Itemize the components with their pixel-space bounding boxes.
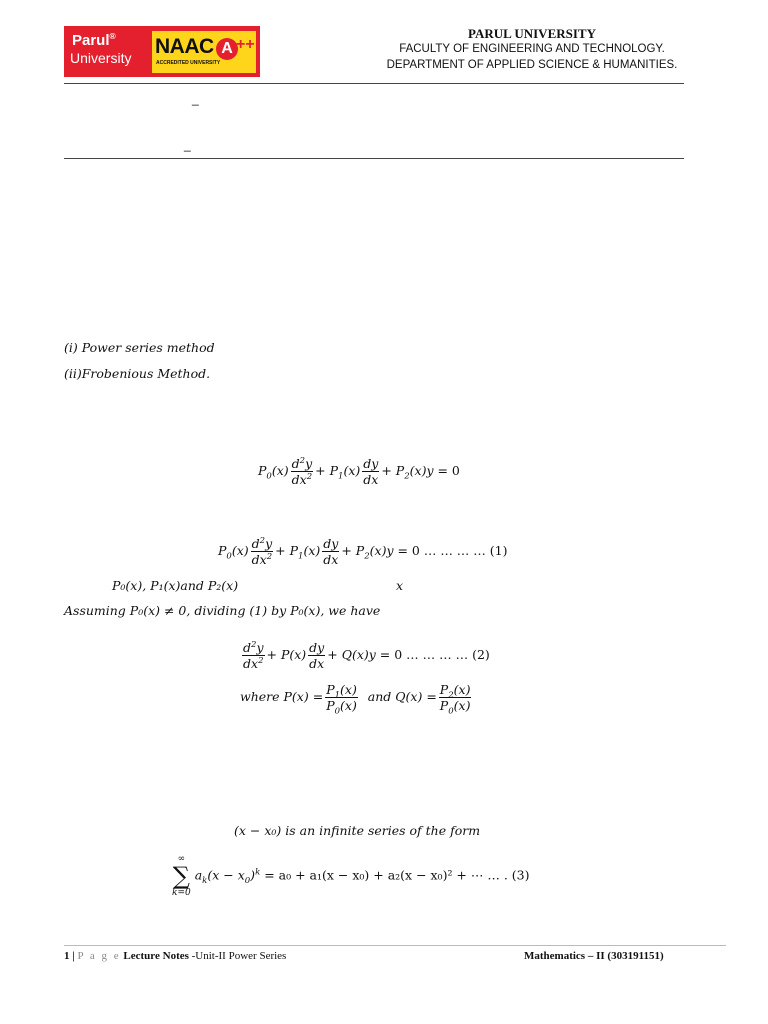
course-code: Mathematics – II (303191151) — [524, 950, 664, 962]
naac-badge — [152, 31, 256, 73]
equation-2: $\frac{d^2y}{dx^2}$ + P(x) $\frac{dy}{dx}$ + Q(x)y = 0 … … … … (2) — [243, 639, 490, 671]
faculty-name: FACULTY OF ENGINEERING AND TECHNOLOGY. — [399, 43, 665, 55]
footer-left: 1 | P a g e Lecture Notes -Unit-II Power Series — [64, 950, 287, 962]
header-rule — [64, 83, 684, 84]
department-name: DEPARTMENT OF APPLIED SCIENCE & HUMANITIES. — [386, 59, 678, 71]
coefficient-functions: P₀(x), P₁(x)and P₂(x) — [112, 578, 239, 593]
lecture-notes-label: Lecture Notes — [123, 950, 189, 962]
naac-label: NAAC — [155, 35, 214, 58]
page-word: P a g e — [77, 950, 121, 962]
section-rule — [64, 158, 684, 159]
page-number: 1 — [64, 950, 70, 962]
header-dash: _ — [192, 92, 199, 106]
naac-grade: A — [216, 38, 238, 60]
naac-sublabel: ACCREDITED UNIVERSITY — [156, 60, 221, 66]
summation-symbol: ∞ ∑ k=0 — [172, 854, 191, 898]
pq-definitions: where P(x) = $\frac{P_1(x)}{P_0(x)}$ and Q(x) = $\frac{P_2(x)}{P_0(x)}$ — [240, 682, 471, 717]
unit-title: -Unit-II Power Series — [191, 950, 287, 962]
variable-x: x — [396, 578, 404, 593]
assumption-line: Assuming P₀(x) ≠ 0, dividing (1) by P₀(x), we have — [64, 603, 381, 618]
naac-grade-suffix: ++ — [236, 36, 255, 53]
footer-rule — [64, 945, 726, 946]
series-intro: (x − x₀) is an infinite series of the form — [234, 823, 481, 838]
logo-brand-sub: University — [70, 50, 132, 66]
university-title: PARUL UNIVERSITY — [468, 26, 596, 41]
logo-brand: Parul® — [72, 31, 116, 49]
method-item: (ii)Frobenious Method. — [64, 366, 211, 381]
university-logo — [64, 26, 260, 77]
equation-3: ∞ ∑ k=0 $a_k(x - x_0)^k = a_0 + a_1(x - x_0) + a_2(x - x_0)^2$ + ⋯ … . (3) — [172, 854, 530, 898]
header-dash: _ — [184, 138, 191, 152]
method-item: (i) Power series method — [64, 340, 215, 355]
ode-general-equation: $P_0(x)$ $\frac{d^2y}{dx^2}$ + $P_1(x)$ $\frac{dy}{dx}$ + $P_2(x)y = 0$ — [258, 455, 460, 487]
equation-1: $P_0(x)$ $\frac{d^2y}{dx^2}$ + $P_1(x)$ $\frac{dy}{dx}$ + $P_2(x)y = 0$ … … … … (1) — [218, 535, 508, 567]
